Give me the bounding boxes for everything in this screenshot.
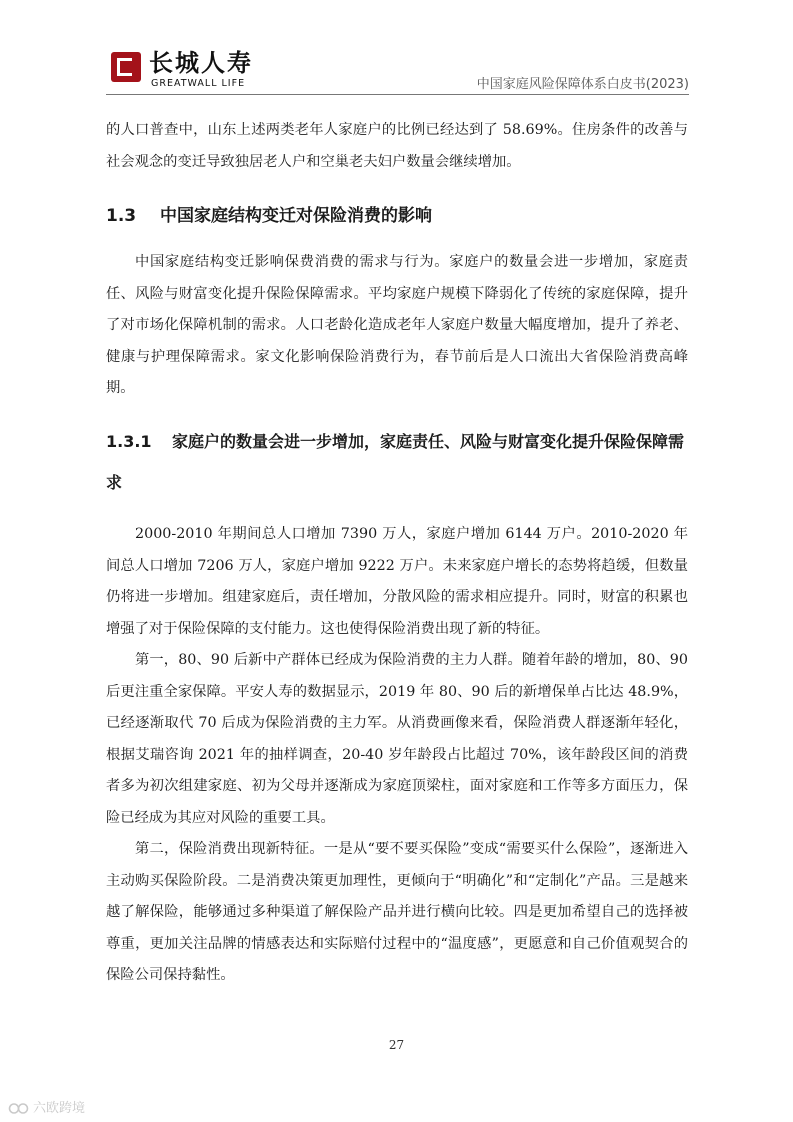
first-point-paragraph: 第一，80、90 后新中产群体已经成为保险消费的主力人群。随着年龄的增加，80、90 后更注重全家保障。平安人寿的数据显示，2019 年 80、90 后的新增保单占比达 48.9%，已经逐渐取代 70 后成为保险消费的主力军。从消费画像来看，保险消费人群逐渐年轻化，根据艾瑞咨询 2021 年的抽样调查，20-40 岁年龄段占比超过 70%，该年龄段区间的消费者多为初次组建家庭、初为父母并逐渐成为家庭顶梁柱，面对家庭和工作等多方面压力，保险已经成为其应对风险的重要工具。 <box>106 652 688 826</box>
page-header <box>0 0 793 100</box>
section-number: 1.3 <box>106 206 137 226</box>
subsection-title: 家庭户的数量会进一步增加，家庭责任、风险与财富变化提升保险保障需求 <box>106 432 685 492</box>
logo-mark-icon <box>111 52 141 82</box>
watermark-logo-icon <box>8 1102 30 1115</box>
subsection-number: 1.3.1 <box>106 432 152 451</box>
subsection-heading <box>106 421 691 503</box>
report-title: 中国家庭风险保障体系白皮书(2023) <box>476 77 689 92</box>
watermark-text: 六欧跨境 <box>33 1101 86 1116</box>
section-title: 中国家庭结构变迁对保险消费的影响 <box>160 206 432 226</box>
section-intro-paragraph: 中国家庭结构变迁影响保费消费的需求与行为。家庭户的数量会进一步增加，家庭责任、风险与财富变化提升保险保障需求。平均家庭户规模下降弱化了传统的家庭保障，提升了对市场化保障机制的需求。人口老龄化造成老年人家庭户数量大幅度增加，提升了养老、健康与护理保障需求。家文化影响保险消费行为，春节前后是人口流出大省保险消费高峰期。 <box>106 254 688 396</box>
paragraph-continued: 的人口普查中，山东上述两类老年人家庭户的比例已经达到了 58.69%。住房条件的改善与社会观念的变迁导致独居老人户和空巢老夫妇户数量会继续增加。 <box>106 122 688 170</box>
watermark <box>8 1097 85 1116</box>
logo-english-name: GREATWALL LIFE <box>151 78 246 89</box>
logo-chinese-name: 长城人寿 <box>149 48 253 77</box>
header-divider <box>106 94 689 95</box>
population-growth-paragraph: 2000-2010 年期间总人口增加 7390 万人，家庭户增加 6144 万户。2010-2020 年间总人口增加 7206 万人，家庭户增加 9222 万户。未来家庭户增长的态势将趋缓，但数量仍将进一步增加。组建家庭后，责任增加，分散风险的需求相应提升。同时，财富的积累也增强了对于保险保障的支付能力。这也使得保险消费出现了新的特征。 <box>106 526 688 637</box>
section-heading <box>106 204 432 228</box>
second-point-paragraph: 第二，保险消费出现新特征。一是从“要不要买保险”变成“需要买什么保险”，逐渐进入主动购买保险阶段。二是消费决策更加理性，更倾向于“明确化”和“定制化”产品。三是越来越了解保险，能够通过多种渠道了解保险产品并进行横向比较。四是更加希望自己的选择被尊重，更加关注品牌的情感表达和实际赔付过程中的“温度感”，更愿意和自己价值观契合的保险公司保持黏性。 <box>106 841 688 983</box>
page-number: 27 <box>388 1038 405 1052</box>
greatwall-life-logo <box>111 48 261 92</box>
